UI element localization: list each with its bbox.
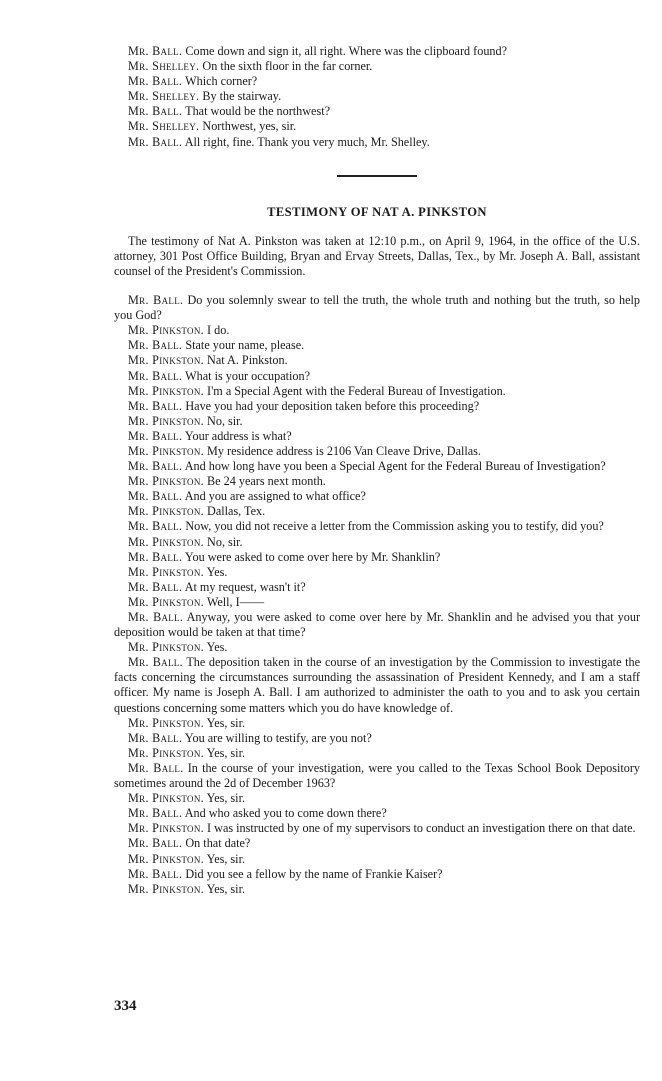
dialogue-line — [114, 882, 640, 897]
speaker-label: Mr. Ball. — [128, 428, 183, 443]
dialogue-line — [114, 806, 640, 821]
dialogue-line — [114, 655, 640, 715]
dialogue-text: Nat A. Pinkston. — [207, 353, 288, 368]
speaker-label: Mr. Pinkston. — [128, 504, 204, 519]
section-title: TESTIMONY OF NAT A. PINKSTON — [267, 204, 487, 219]
dialogue-text: No, sir. — [207, 413, 243, 428]
dialogue-line — [114, 535, 640, 550]
speaker-label: Mr. Pinkston. — [128, 881, 204, 896]
dialogue-text: At my request, wasn't it? — [184, 579, 306, 594]
dialogue-line — [114, 761, 640, 791]
dialogue-text: No, sir. — [207, 534, 243, 549]
speaker-label: Mr. Ball. — [128, 44, 183, 58]
speaker-label: Mr. Ball. — [128, 74, 183, 89]
dialogue-text: Northwest, yes, sir. — [202, 119, 297, 134]
dialogue-line — [114, 474, 640, 489]
speaker-label: Mr. Pinkston. — [128, 383, 204, 398]
dialogue-text: Well, I—— — [206, 594, 265, 609]
dialogue-text: My residence address is 2106 Van Cleave Drive, Dallas. — [207, 443, 481, 458]
speaker-label: Mr. Pinkston. — [128, 640, 204, 655]
speaker-label: Mr. Pinkston. — [128, 715, 204, 730]
dialogue-line — [114, 444, 640, 459]
dialogue-line — [114, 459, 640, 474]
dialogue-line — [114, 399, 640, 414]
dialogue-line — [114, 104, 640, 119]
dialogue-text: That would be the northwest? — [185, 104, 330, 119]
dialogue-line — [114, 89, 640, 104]
dialogue-text: Yes, sir. — [206, 851, 245, 866]
speaker-label: Mr. Pinkston. — [128, 474, 204, 489]
speaker-label: Mr. Pinkston. — [128, 791, 204, 806]
speaker-label: Mr. Pinkston. — [128, 851, 204, 866]
dialogue-text: Dallas, Tex. — [207, 504, 266, 519]
speaker-label: Mr. Ball. — [128, 134, 183, 149]
page-number: 334 — [114, 998, 137, 1014]
dialogue-text: Now, you did not receive a letter from the Commission asking you to testify, did you? — [185, 519, 604, 534]
section-divider — [337, 175, 417, 177]
dialogue-text: Yes. — [206, 564, 228, 579]
dialogue-line — [114, 429, 640, 444]
dialogue-text: Your address is what? — [184, 428, 292, 443]
dialogue-text: Anyway, you were asked to come over here by Mr. Shanklin and he advised you that your deposition would be taken at that time? — [114, 610, 641, 640]
dialogue-line — [114, 610, 640, 640]
speaker-label: Mr. Shelley. — [128, 119, 200, 134]
speaker-label: Mr. Ball. — [128, 655, 183, 670]
dialogue-text: You are willing to testify, are you not? — [184, 730, 372, 745]
speaker-label: Mr. Ball. — [128, 293, 184, 308]
dialogue-line — [114, 293, 640, 323]
dialogue-text: You were asked to come over here by Mr. Shanklin? — [184, 549, 441, 564]
speaker-label: Mr. Ball. — [128, 806, 183, 821]
speaker-label: Mr. Ball. — [128, 730, 183, 745]
speaker-label: Mr. Ball. — [128, 836, 183, 851]
speaker-label: Mr. Ball. — [128, 549, 183, 564]
dialogue-text: Be 24 years next month. — [207, 474, 326, 489]
dialogue-text: Yes, sir. — [206, 715, 245, 730]
dialogue-line — [114, 867, 640, 882]
dialogue-line — [114, 746, 640, 761]
speaker-label: Mr. Ball. — [128, 760, 184, 775]
speaker-label: Mr. Ball. — [128, 104, 183, 119]
dialogue-line — [114, 338, 640, 353]
dialogue-text: All right, fine. Thank you very much, Mr. Shelley. — [184, 134, 430, 149]
speaker-label: Mr. Ball. — [128, 866, 183, 881]
dialogue-line — [114, 519, 640, 534]
dialogue-text: State your name, please. — [185, 338, 305, 353]
prior-testimony-block — [114, 44, 640, 150]
dialogue-text: Which corner? — [185, 74, 258, 89]
speaker-label: Mr. Shelley. — [128, 59, 200, 74]
dialogue-line — [114, 821, 640, 836]
dialogue-text: Come down and sign it, all right. Where was the clipboard found? — [185, 44, 508, 58]
dialogue-text: Yes. — [206, 640, 228, 655]
speaker-label: Mr. Ball. — [128, 459, 183, 474]
paragraph-gap — [114, 279, 640, 293]
speaker-label: Mr. Ball. — [128, 610, 184, 624]
document-page — [114, 44, 640, 897]
dialogue-text: And you are assigned to what office? — [184, 489, 366, 504]
dialogue-text: I do. — [207, 323, 230, 338]
dialogue-text: And who asked you to come down there? — [184, 806, 387, 821]
dialogue-line — [114, 791, 640, 806]
dialogue-text: By the stairway. — [202, 89, 282, 104]
speaker-label: Mr. Ball. — [128, 579, 183, 594]
speaker-label: Mr. Ball. — [128, 368, 183, 383]
speaker-label: Mr. Ball. — [128, 489, 183, 504]
dialogue-line — [114, 580, 640, 595]
speaker-label: Mr. Pinkston. — [128, 745, 204, 760]
dialogue-line — [114, 550, 640, 565]
dialogue-line — [114, 119, 640, 134]
dialogue-line — [114, 323, 640, 338]
speaker-label: Mr. Pinkston. — [128, 564, 204, 579]
speaker-label: Mr. Ball. — [128, 519, 183, 534]
dialogue-line — [114, 74, 640, 89]
dialogue-line — [114, 565, 640, 580]
dialogue-text: And how long have you been a Special Agent for the Federal Bureau of Investigation? — [184, 459, 606, 474]
dialogue-text: Do you solemnly swear to tell the truth, the whole truth and nothing but the truth, so help you God? — [114, 293, 640, 323]
speaker-label: Mr. Ball. — [128, 398, 183, 413]
dialogue-line — [114, 595, 640, 610]
testimony-block — [114, 293, 640, 897]
dialogue-text: In the course of your investigation, were you called to the Texas School Book Depository sometimes around the 2d of December 1963? — [114, 760, 640, 791]
dialogue-line — [114, 489, 640, 504]
dialogue-line — [114, 731, 640, 746]
dialogue-text: Have you had your deposition taken before this proceeding? — [185, 398, 480, 413]
dialogue-text: Yes, sir. — [206, 745, 245, 760]
dialogue-line — [114, 384, 640, 399]
dialogue-text: On the sixth floor in the far corner. — [202, 59, 373, 74]
dialogue-line — [114, 353, 640, 368]
dialogue-line — [114, 716, 640, 731]
dialogue-line — [114, 59, 640, 74]
dialogue-text: Yes, sir. — [206, 881, 245, 896]
dialogue-text: Did you see a fellow by the name of Frankie Kaiser? — [185, 866, 443, 881]
intro-paragraph: The testimony of Nat A. Pinkston was taken at 12:10 p.m., on April 9, 1964, in the office of the U.S. attorney, 301 Post Office Building, Bryan and Ervay Streets, Dallas, Tex., by Mr. Joseph A. Ball, assistant counsel of the President's Commission. — [114, 233, 640, 278]
dialogue-text: On that date? — [185, 836, 251, 851]
speaker-label: Mr. Pinkston. — [128, 821, 204, 836]
dialogue-line — [114, 836, 640, 851]
speaker-label: Mr. Pinkston. — [128, 353, 204, 368]
dialogue-line — [114, 369, 640, 384]
speaker-label: Mr. Pinkston. — [128, 443, 204, 458]
dialogue-line — [114, 852, 640, 867]
dialogue-line — [114, 414, 640, 429]
speaker-label: Mr. Ball. — [128, 338, 183, 353]
dialogue-text: The deposition taken in the course of an investigation by the Commission to investigate the facts concerning the circumstances surrounding the assassination of President Kennedy, and I am a staff officer. My name is Joseph A. Ball. I am authorized to administer the oath to you and to ask you certain questions concerning some matters which you do have knowledge of. — [114, 655, 640, 715]
speaker-label: Mr. Pinkston. — [128, 413, 204, 428]
dialogue-line — [114, 44, 640, 59]
dialogue-text: What is your occupation? — [185, 368, 311, 383]
speaker-label: Mr. Shelley. — [128, 89, 200, 104]
dialogue-line — [114, 504, 640, 519]
dialogue-text: Yes, sir. — [206, 791, 245, 806]
dialogue-text: I was instructed by one of my supervisors to conduct an investigation there on that date. — [207, 821, 636, 836]
dialogue-text: I'm a Special Agent with the Federal Bureau of Investigation. — [207, 383, 506, 398]
dialogue-line — [114, 640, 640, 655]
speaker-label: Mr. Pinkston. — [128, 594, 204, 609]
speaker-label: Mr. Pinkston. — [128, 323, 204, 338]
dialogue-line — [114, 135, 640, 150]
speaker-label: Mr. Pinkston. — [128, 534, 204, 549]
